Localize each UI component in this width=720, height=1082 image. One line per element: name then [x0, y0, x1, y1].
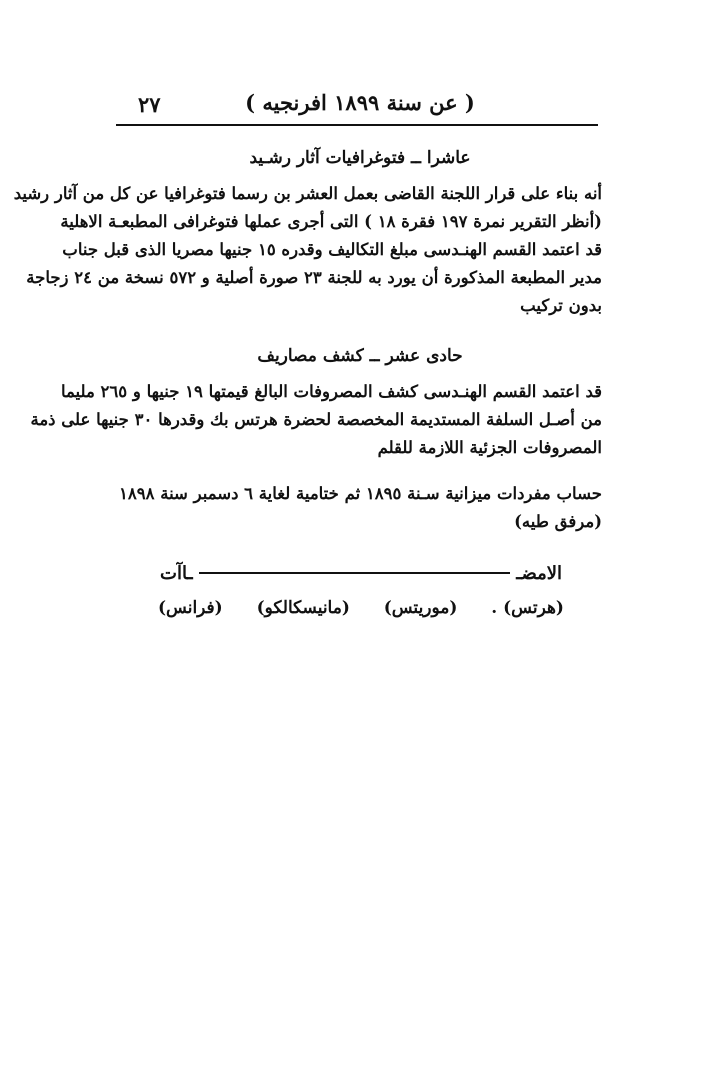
paragraph-line: حساب مفردات ميزانية سـنة ١٨٩٥ ثم ختامية لغاية ٦ دسمبر سنة ١٨٩٨: [119, 484, 602, 503]
signatures-label-start: الامضـ: [516, 563, 562, 584]
signatures-dash: [199, 572, 510, 574]
paragraph-line: بدون تركيب: [520, 296, 602, 315]
paragraph-line: مدير المطبعة المذكورة أن يورد به للجنة ٢٣ صورة أصلية و ٥٧٢ نسخة من ٢٤ زجاجة: [26, 268, 602, 287]
page-header-title: ( عن سنة ١٨٩٩ افرنجيه ): [245, 90, 475, 115]
signatory-name: (مانيسكالكو): [256, 598, 350, 618]
paragraph-line: من أصـل السلفة المستديمة المخصصة لحضرة هرتس بك وقدرها ٣٠ جنيها على ذمة: [30, 410, 602, 429]
paragraph-line: قد اعتمد القسم الهنـدسى مبلغ التكاليف وقدره ١٥ جنيها مصريا الذى قبل جناب: [62, 240, 602, 259]
header-rule: [116, 124, 598, 126]
paragraph-line: (مرفق طيه): [514, 512, 602, 531]
paragraph-line: قد اعتمد القسم الهنـدسى كشف المصروفات البالغ قيمتها ١٩ جنيها و ٢٦٥ مليما: [60, 382, 602, 401]
page-number: ٢٧: [138, 92, 161, 117]
signatory-name: (هرتس) .: [491, 598, 564, 618]
signatory-name: (موريتس): [383, 598, 458, 618]
signatures-label-end: ـاآت: [160, 563, 193, 584]
signatures-label: [160, 563, 562, 584]
signatory-names: [158, 598, 564, 618]
section-heading-10: عاشرا ــ فتوغرافيات آثار رشـيد: [249, 148, 471, 168]
paragraph-line: (أنظر التقرير نمرة ١٩٧ فقرة ١٨ ) التى أجرى عملها فتوغرافى المطبعـة الاهلية: [60, 212, 602, 231]
signatory-name: (فرانس): [158, 598, 223, 618]
section-heading-11: حادى عشر ــ كشف مصاريف: [257, 346, 463, 366]
paragraph-line: أنه بناء على قرار اللجنة القاضى بعمل العشر بن رسما فتوغرافيا عن كل من آثار رشيد: [13, 184, 602, 203]
paragraph-line: المصروفات الجزئية اللازمة للقلم: [377, 438, 602, 457]
